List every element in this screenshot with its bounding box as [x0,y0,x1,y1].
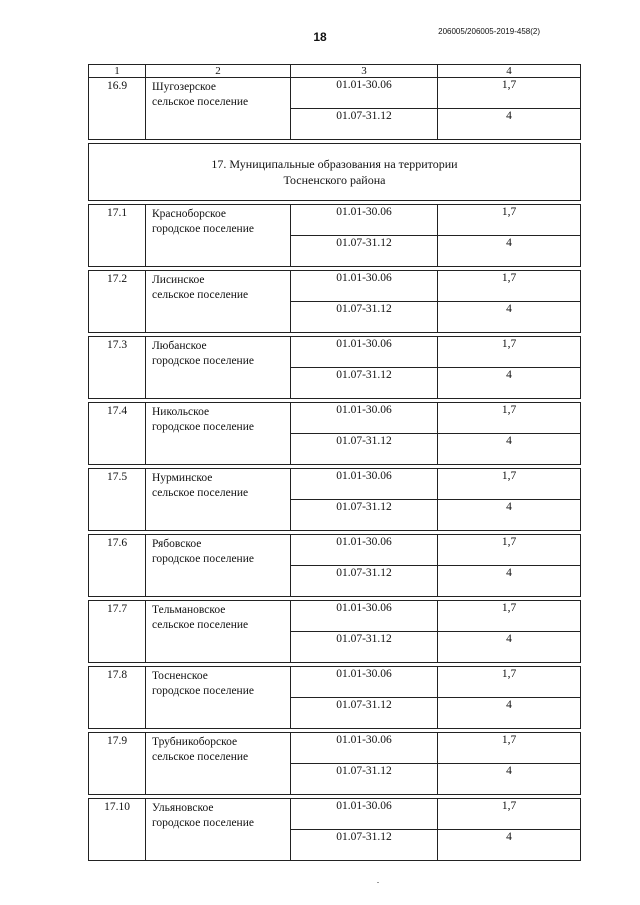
row-number: 17.9 [89,733,146,795]
page-number: 18 [313,30,327,44]
table-row [89,799,581,830]
table-row [89,403,581,434]
period-cell: 01.01-30.06 [291,667,438,698]
table-row [89,535,581,566]
table-row [89,271,581,302]
header-cell: 4 [438,65,581,78]
period-cell: 01.07-31.12 [291,434,438,465]
name-line: Никольское [152,406,210,418]
name-line: Тосненское [152,670,208,682]
rate-cell: 4 [438,109,581,140]
period-cell: 01.01-30.06 [291,271,438,302]
rate-cell: 4 [438,434,581,465]
rate-cell: 4 [438,632,581,663]
name-line: сельское поселение [152,619,249,631]
period-cell: 01.01-30.06 [291,205,438,236]
table-row [89,78,581,109]
municipality-name [146,337,291,399]
period-cell: 01.07-31.12 [291,764,438,795]
municipality-name [146,733,291,795]
rate-cell: 4 [438,566,581,597]
period-cell: 01.07-31.12 [291,500,438,531]
section-title [89,144,581,201]
rate-cell: 1,7 [438,535,581,566]
rate-cell: 1,7 [438,78,581,109]
rate-cell: 1,7 [438,271,581,302]
row-number: 17.4 [89,403,146,465]
header-cell: 2 [146,65,291,78]
name-line: сельское поселение [152,751,249,763]
rate-cell: 4 [438,236,581,267]
name-line: Рябовское [152,538,202,550]
period-cell: 01.07-31.12 [291,698,438,729]
period-cell: 01.01-30.06 [291,78,438,109]
municipality-name [146,403,291,465]
period-cell: 01.07-31.12 [291,236,438,267]
rate-cell: 1,7 [438,205,581,236]
municipality-name [146,667,291,729]
table-row [89,667,581,698]
municipality-name [146,535,291,597]
table-row [89,205,581,236]
section-title-line: Тосненского района [283,173,386,187]
rate-cell: 1,7 [438,799,581,830]
table-row [89,733,581,764]
row-number: 17.7 [89,601,146,663]
name-line: Ульяновское [152,802,214,814]
period-cell: 01.01-30.06 [291,469,438,500]
rate-cell: 1,7 [438,733,581,764]
name-line: городское поселение [152,223,254,235]
municipality-name [146,78,291,140]
municipality-name [146,799,291,861]
rate-cell: 1,7 [438,337,581,368]
period-cell: 01.01-30.06 [291,733,438,764]
municipality-name [146,205,291,267]
municipality-name [146,601,291,663]
row-number: 17.2 [89,271,146,333]
tariff-table [88,64,581,861]
row-number: 17.8 [89,667,146,729]
period-cell: 01.07-31.12 [291,302,438,333]
name-line: Любанское [152,340,207,352]
name-line: Трубникоборское [152,736,238,748]
row-number: 17.3 [89,337,146,399]
table-header-row [89,65,581,78]
rate-cell: 1,7 [438,667,581,698]
name-line: городское поселение [152,817,254,829]
row-number: 16.9 [89,78,146,140]
period-cell: 01.07-31.12 [291,632,438,663]
name-line: городское поселение [152,553,254,565]
name-line: Шугозерское [152,81,217,93]
period-cell: 01.01-30.06 [291,403,438,434]
name-line: Нурминское [152,472,213,484]
municipality-name [146,469,291,531]
period-cell: 01.01-30.06 [291,337,438,368]
rate-cell: 4 [438,500,581,531]
rate-cell: 4 [438,302,581,333]
name-line: Тельмановское [152,604,226,616]
row-number: 17.6 [89,535,146,597]
period-cell: 01.07-31.12 [291,566,438,597]
name-line: городское поселение [152,355,254,367]
name-line: сельское поселение [152,487,249,499]
document-id: 206005/206005-2019-458(2) [438,27,540,36]
header-cell: 1 [89,65,146,78]
rate-cell: 1,7 [438,601,581,632]
name-line: Лисинское [152,274,205,286]
table-row [89,601,581,632]
name-line: сельское поселение [152,96,249,108]
name-line: сельское поселение [152,289,249,301]
section-title-line: 17. Муниципальные образования на территории [211,157,458,171]
section-header-row [89,144,581,201]
period-cell: 01.01-30.06 [291,799,438,830]
rate-cell: 1,7 [438,469,581,500]
scan-mark [377,882,379,883]
row-number: 17.1 [89,205,146,267]
rate-cell: 4 [438,698,581,729]
header-cell: 3 [291,65,438,78]
period-cell: 01.07-31.12 [291,830,438,861]
period-cell: 01.07-31.12 [291,109,438,140]
rate-cell: 4 [438,764,581,795]
table-row [89,337,581,368]
name-line: городское поселение [152,685,254,697]
name-line: Красноборское [152,208,226,220]
name-line: городское поселение [152,421,254,433]
rate-cell: 1,7 [438,403,581,434]
row-number: 17.10 [89,799,146,861]
row-number: 17.5 [89,469,146,531]
rate-cell: 4 [438,830,581,861]
table-row [89,469,581,500]
rate-cell: 4 [438,368,581,399]
period-cell: 01.01-30.06 [291,535,438,566]
period-cell: 01.07-31.12 [291,368,438,399]
period-cell: 01.01-30.06 [291,601,438,632]
municipality-name [146,271,291,333]
